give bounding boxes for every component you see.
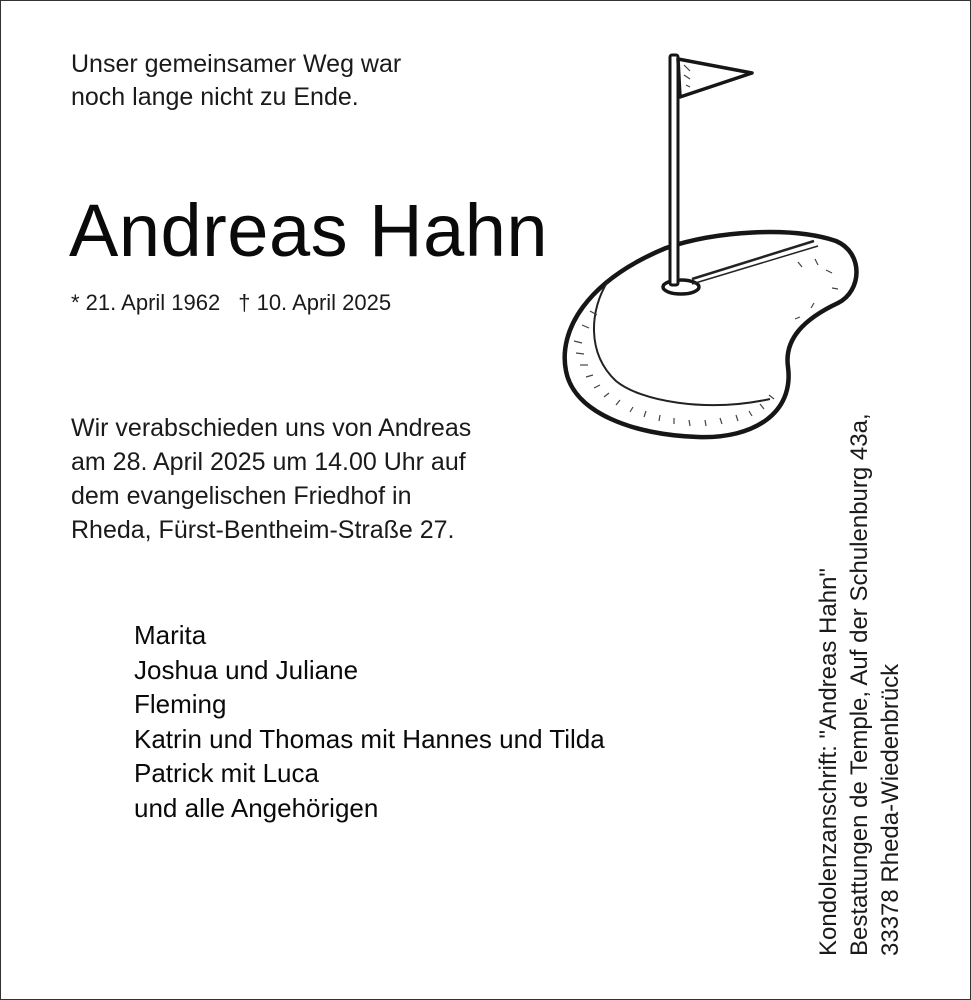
death-date: † 10. April 2025 bbox=[238, 290, 392, 315]
motto-line: Unser gemeinsamer Weg war bbox=[71, 50, 402, 78]
mourner-line: Patrick mit Luca bbox=[134, 758, 319, 788]
condolence-line: Bestattungen de Temple, Auf der Schulenburg 43a, bbox=[846, 413, 873, 956]
condolence-line: Kondolenzanschrift: "Andreas Hahn" bbox=[815, 568, 842, 956]
mourner-line: Marita bbox=[134, 620, 207, 650]
birth-date: * 21. April 1962 bbox=[71, 290, 221, 315]
flag-pole bbox=[670, 55, 678, 285]
fringe-hatching bbox=[574, 259, 838, 426]
mourner-line: Joshua und Juliane bbox=[134, 654, 359, 685]
mourners-list bbox=[134, 618, 605, 825]
putting-green-rim bbox=[594, 281, 770, 405]
motto-line: noch lange nicht zu Ende. bbox=[71, 83, 359, 111]
condolence-line: 33378 Rheda-Wiedenbrück bbox=[877, 663, 904, 956]
mourner-line: Katrin und Thomas mit Hannes und Tilda bbox=[134, 723, 605, 754]
motto bbox=[71, 48, 401, 114]
golf-green-flag-icon bbox=[556, 41, 871, 451]
mourner-line: Fleming bbox=[134, 689, 227, 719]
funeral-line: dem evangelischen Friedhof in bbox=[71, 482, 412, 510]
funeral-line: am 28. April 2025 um 14.00 Uhr auf bbox=[71, 448, 466, 476]
deceased-name: Andreas Hahn bbox=[69, 189, 549, 272]
mourner-line: und alle Angehörigen bbox=[134, 792, 379, 823]
funeral-line: Wir verabschieden uns von Andreas bbox=[71, 414, 472, 442]
life-dates bbox=[71, 289, 391, 317]
funeral-line: Rheda, Fürst-Bentheim-Straße 27. bbox=[71, 516, 455, 544]
pole-shadow bbox=[692, 241, 814, 279]
funeral-notice bbox=[71, 411, 471, 547]
golf-hole bbox=[663, 280, 699, 294]
putting-green-outline bbox=[565, 232, 857, 437]
